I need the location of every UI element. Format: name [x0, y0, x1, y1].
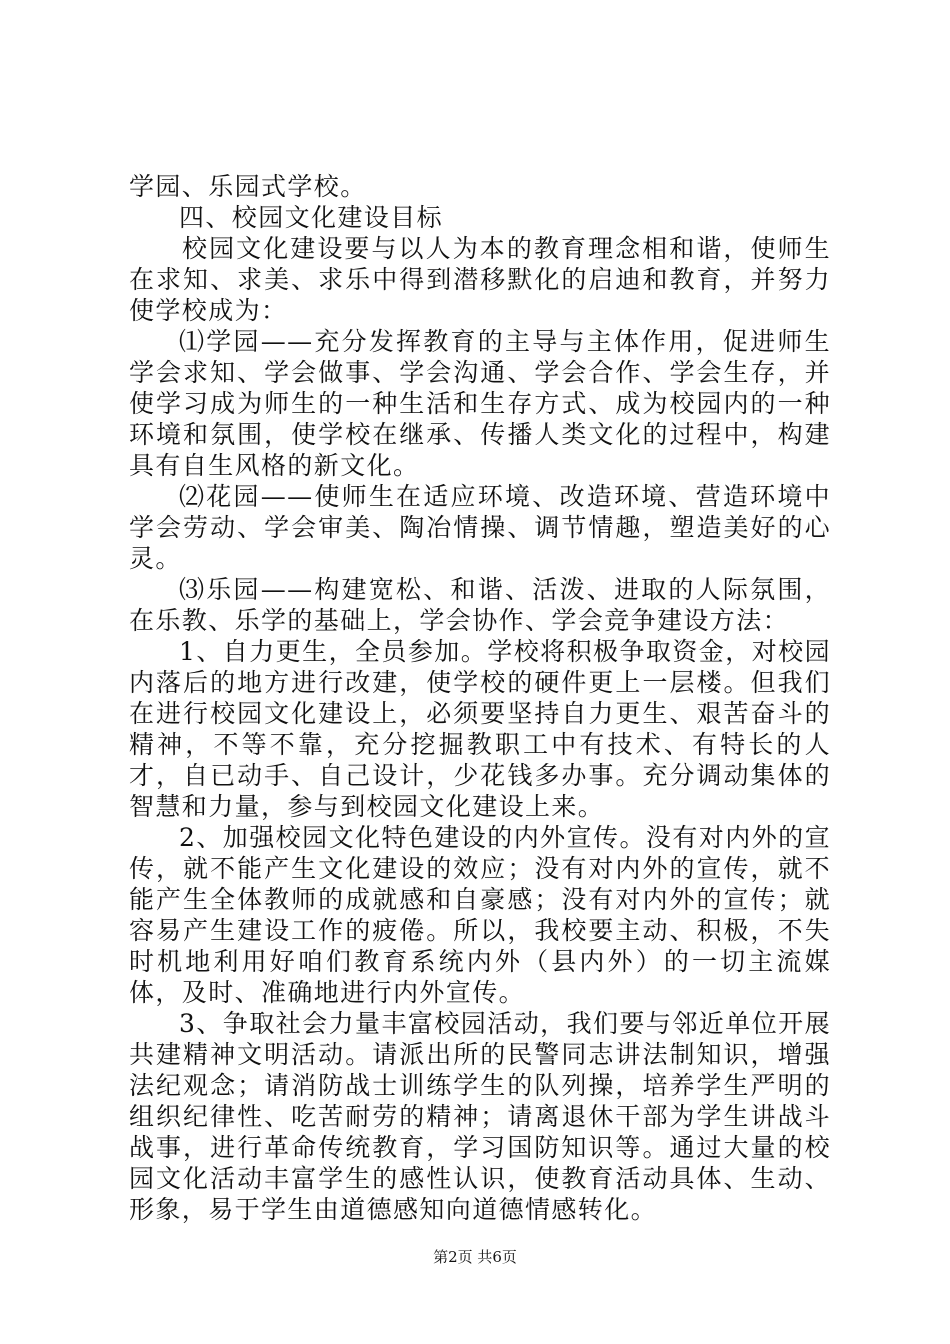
list-item: ⑶乐园——构建宽松、和谐、活泼、进取的人际氛围，在乐教、乐学的基础上，学会协作、学会竞争建设方法： [129, 575, 831, 635]
list-item: ⑵花园——使师生在适应环境、改造环境、营造环境中学会劳动、学会审美、陶冶情操、调节情趣，塑造美好的心灵。 [129, 482, 831, 573]
page-number-footer: 第2页 共6页 [433, 1248, 517, 1266]
paragraph: 校园文化建设要与以人为本的教育理念相和谐，使师生在求知、求美、求乐中得到潜移默化的启迪和教育，并努力使学校成为： [129, 234, 831, 325]
list-item: 2、加强校园文化特色建设的内外宣传。没有对内外的宣传，就不能产生文化建设的效应；没有对内外的宣传，就不能产生全体教师的成就感和自豪感；没有对内外的宣传；就容易产生建设工作的疲倦。所以，我校要主动、积极，不失时机地利用好咱们教育系统内外（县内外）的一切主流媒体，及时、准确地进行内外宣传。 [129, 823, 831, 1007]
list-item: 3、争取社会力量丰富校园活动，我们要与邻近单位开展共建精神文明活动。请派出所的民警同志讲法制知识，增强法纪观念；请消防战士训练学生的队列操，培养学生严明的组织纪律性、吃苦耐劳的精神；请离退休干部为学生讲战斗战事，进行革命传统教育，学习国防知识等。通过大量的校园文化活动丰富学生的感性认识，使教育活动具体、生动、形象，易于学生由道德感知向道德情感转化。 [129, 1009, 831, 1224]
section-heading: 四、校园文化建设目标 [179, 203, 444, 232]
document-body [129, 171, 831, 1225]
list-item: ⑴学园——充分发挥教育的主导与主体作用，促进师生学会求知、学会做事、学会沟通、学会合作、学会生存，并使学习成为师生的一种生活和生存方式、成为校园内的一种环境和氛围，使学校在继承、传播人类文化的过程中，构建具有自生风格的新文化。 [129, 327, 831, 480]
paragraph-continuation: 学园、乐园式学校。 [129, 172, 367, 201]
list-item: 1、自力更生，全员参加。学校将积极争取资金，对校园内落后的地方进行改建，使学校的硬件更上一层楼。但我们在进行校园文化建设上，必须要坚持自力更生、艰苦奋斗的精神，不等不靠，充分挖掘教职工中有技术、有特长的人才，自已动手、自己设计，少花钱多办事。充分调动集体的智慧和力量，参与到校园文化建设上来。 [129, 637, 831, 821]
